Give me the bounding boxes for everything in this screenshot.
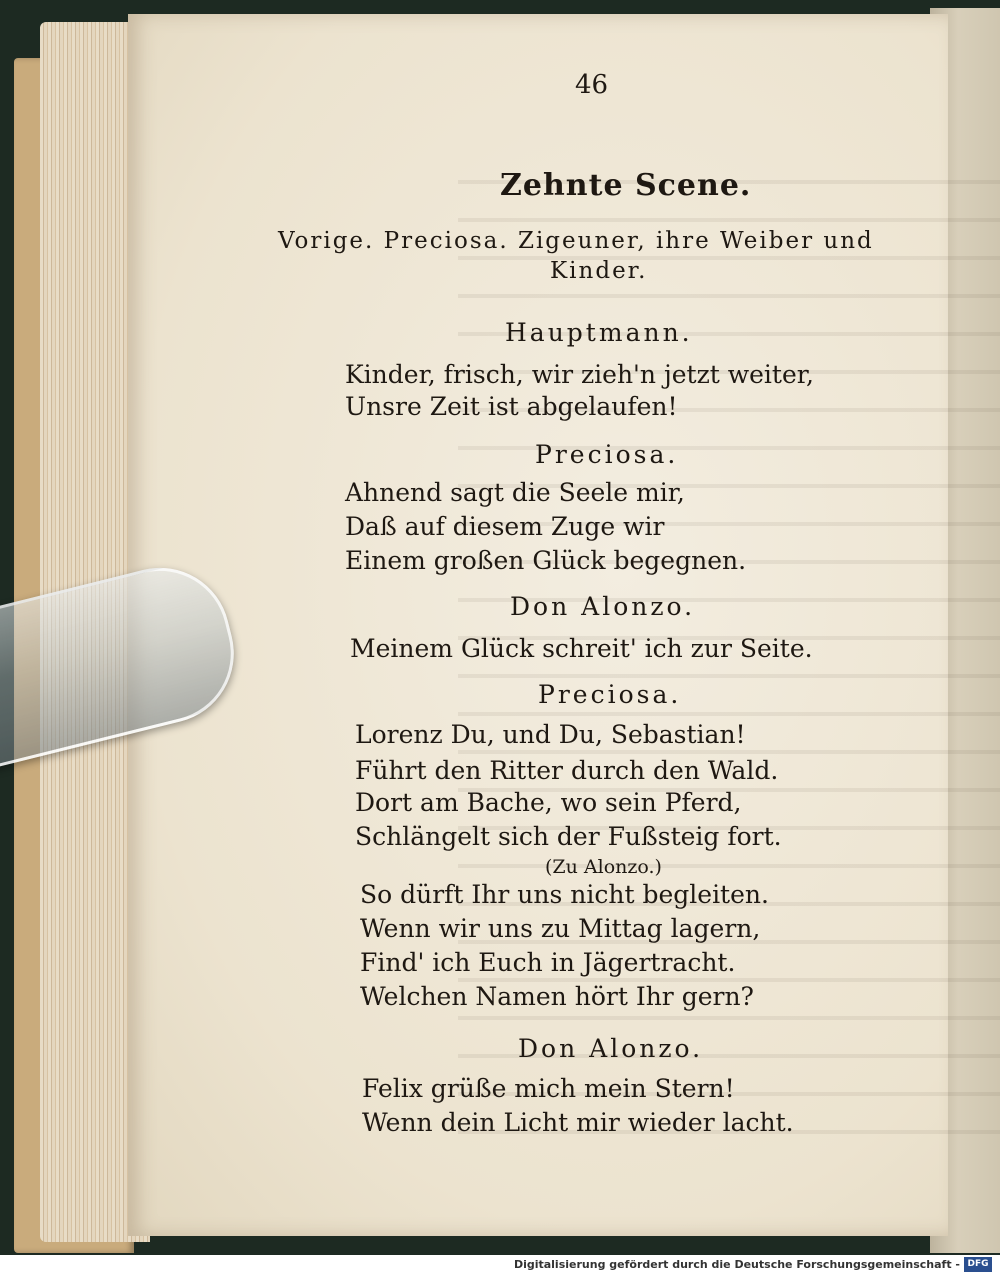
stage-direction: (Zu Alonzo.) [545,856,662,878]
dfg-logo: DFG [964,1257,992,1272]
digitization-credit: Digitalisierung gefördert durch die Deutsche Forschungsgemeinschaft - [513,1258,960,1271]
cast-line: Vorige. Preciosa. Zigeuner, ihre Weiber und [278,228,874,254]
verse-line: Einem großen Glück begegnen. [345,546,747,575]
verse-line: Dort am Bache, wo sein Pferd, [355,788,742,817]
scene-title: Zehnte Scene. [500,168,752,203]
speaker-name: Don Alonzo. [510,592,696,621]
verse-line: Wenn dein Licht mir wieder lacht. [362,1108,794,1137]
verse-line: Schlängelt sich der Fußsteig fort. [355,822,782,851]
verse-line: Welchen Namen hört Ihr gern? [360,982,754,1011]
speaker-name: Hauptmann. [505,318,693,347]
verse-line: So dürft Ihr uns nicht begleiten. [360,880,769,909]
speaker-name: Preciosa. [535,440,679,469]
verse-line: Felix grüße mich mein Stern! [362,1074,735,1103]
verse-line: Find' ich Euch in Jägertracht. [360,948,736,977]
cast-line: Kinder. [550,258,648,284]
verse-line: Meinem Glück schreit' ich zur Seite. [350,634,813,663]
verse-line: Kinder, frisch, wir zieh'n jetzt weiter, [345,360,814,389]
verse-line: Unsre Zeit ist abgelaufen! [345,392,678,421]
page-number: 46 [575,70,609,100]
verse-line: Daß auf diesem Zuge wir [345,512,665,541]
speaker-name: Preciosa. [538,680,682,709]
verse-line: Führt den Ritter durch den Wald. [355,756,779,785]
verse-line: Ahnend sagt die Seele mir, [345,478,685,507]
verse-line: Lorenz Du, und Du, Sebastian! [355,720,746,749]
speaker-name: Don Alonzo. [518,1034,704,1063]
verse-line: Wenn wir uns zu Mittag lagern, [360,914,761,943]
